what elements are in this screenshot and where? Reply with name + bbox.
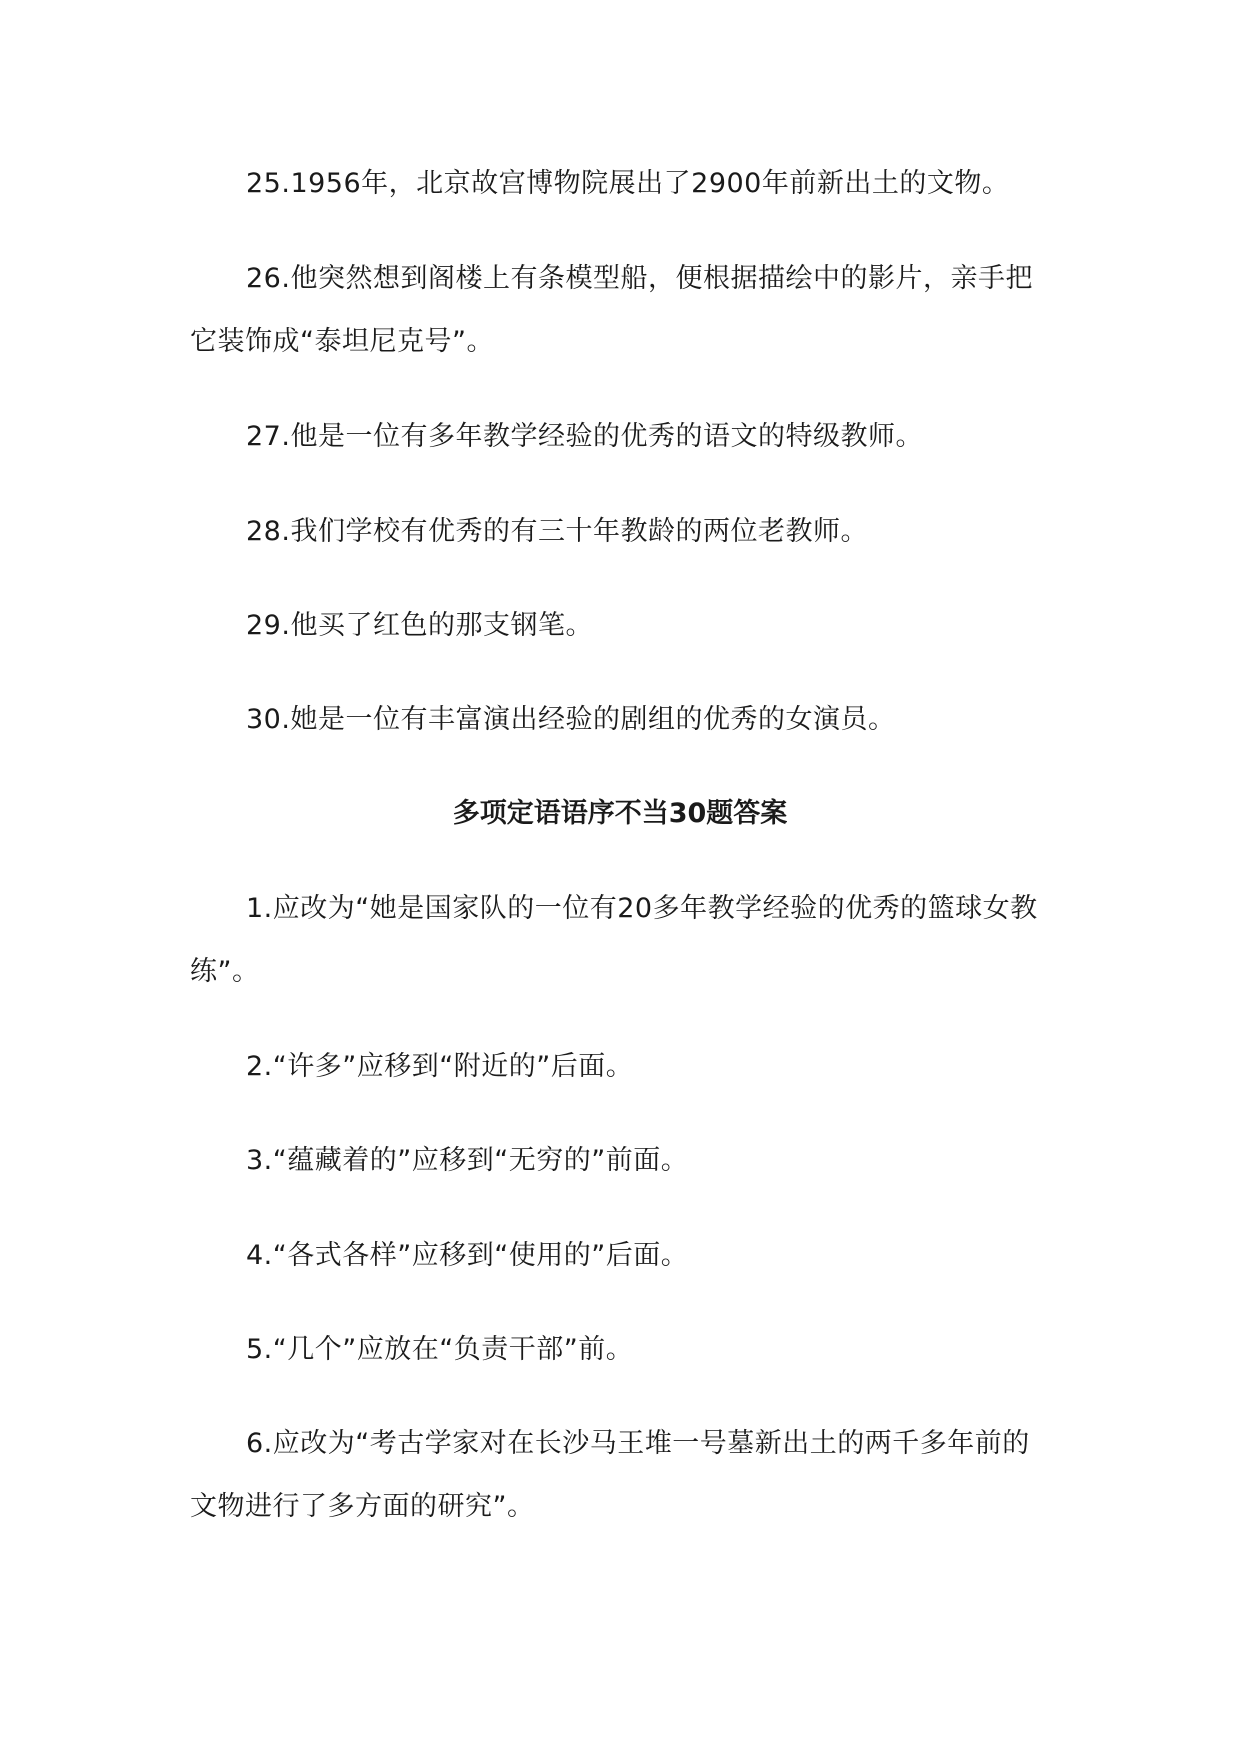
answers-heading: 多项定语语序不当30题答案 — [452, 798, 788, 829]
question-28: 28.我们学校有优秀的有三十年教龄的两位老教师。 — [246, 516, 868, 547]
answer-5: 5.“几个”应放在“负责干部”前。 — [246, 1334, 634, 1365]
question-25: 25.1956年，北京故宫博物院展出了2900年前新出土的文物。 — [246, 168, 1010, 199]
question-27: 27.他是一位有多年教学经验的优秀的语文的特级教师。 — [246, 421, 923, 452]
answer-1: 1.应改为“她是国家队的一位有20多年教学经验的优秀的篮球女教练”。 — [190, 893, 1038, 987]
answer-4: 4.“各式各样”应移到“使用的”后面。 — [246, 1240, 689, 1271]
answer-3: 3.“蕴藏着的”应移到“无穷的”前面。 — [246, 1145, 689, 1176]
answer-2: 2.“许多”应移到“附近的”后面。 — [246, 1051, 634, 1082]
question-29: 29.他买了红色的那支钢笔。 — [246, 610, 593, 641]
question-30: 30.她是一位有丰富演出经验的剧组的优秀的女演员。 — [246, 704, 896, 735]
answer-6: 6.应改为“考古学家对在长沙马王堆一号墓新出土的两千多年前的文物进行了多方面的研究”。 — [190, 1428, 1030, 1522]
question-26: 26.他突然想到阁楼上有条模型船，便根据描绘中的影片，亲手把它装饰成“泰坦尼克号”。 — [190, 263, 1033, 357]
